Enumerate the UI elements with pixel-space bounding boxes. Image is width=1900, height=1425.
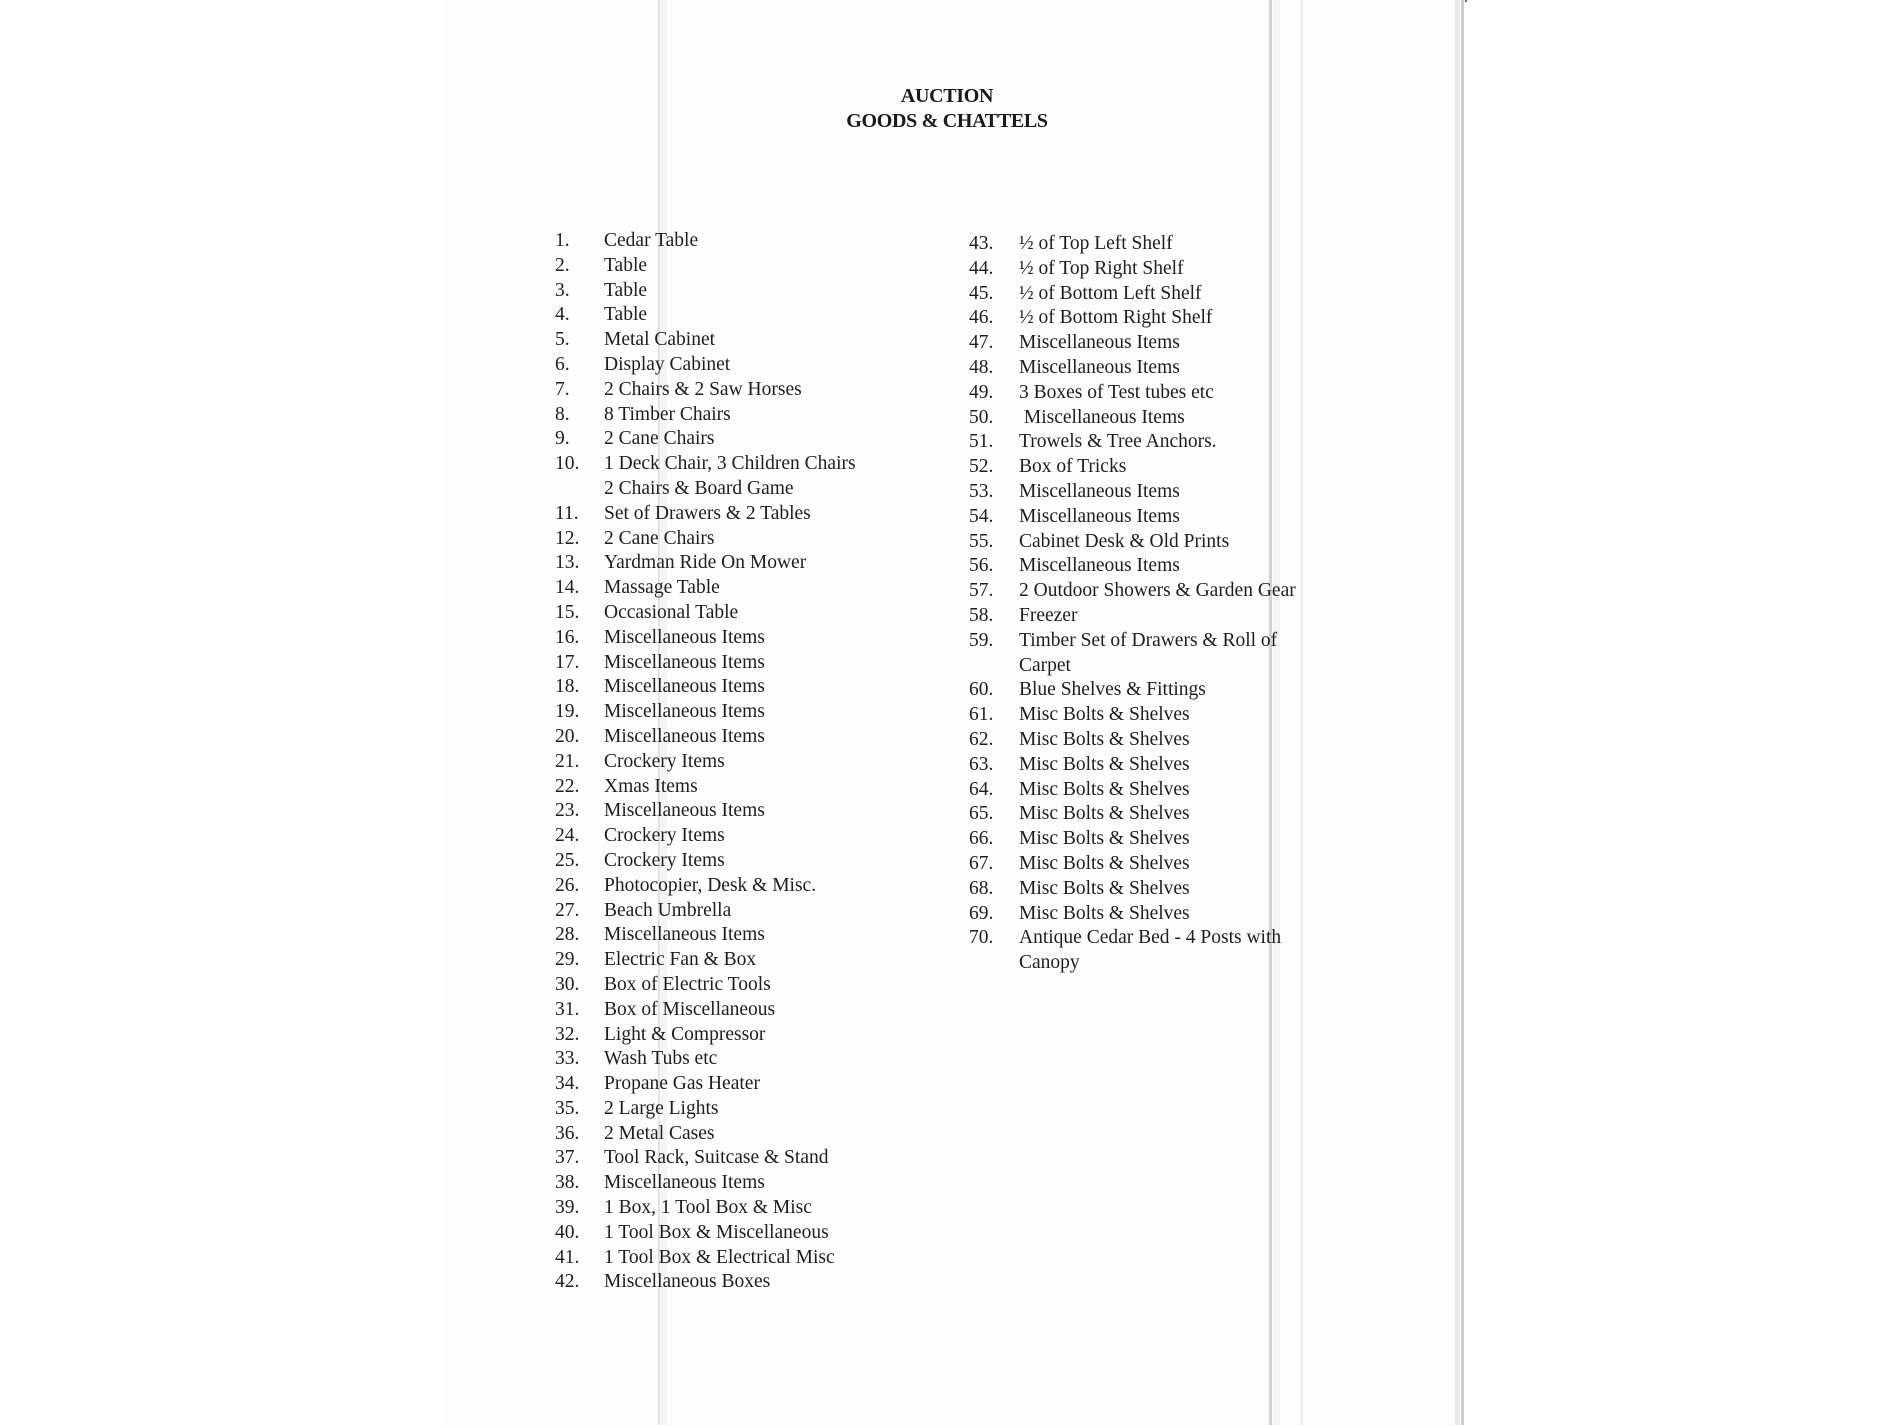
lot-description-line: Misc Bolts & Shelves	[1019, 803, 1190, 825]
lot-description-line: Miscellaneous Items	[604, 676, 765, 698]
lot-number: 22.	[555, 775, 580, 797]
lot-description-line: Misc Bolts & Shelves	[1019, 753, 1190, 775]
lot-number: 67.	[969, 852, 994, 874]
lot-number: 20.	[555, 725, 580, 747]
lot-number: 7.	[555, 378, 570, 400]
lot-item	[969, 827, 1389, 852]
lot-item	[555, 551, 905, 576]
lot-description	[969, 505, 1389, 530]
lot-description	[555, 750, 905, 775]
lot-number: 13.	[555, 552, 580, 574]
lot-description	[555, 601, 905, 626]
lot-item	[555, 328, 905, 353]
lot-description-line: Miscellaneous Items	[604, 626, 765, 648]
lot-description	[555, 1171, 905, 1196]
lot-description	[555, 1246, 905, 1271]
lot-description-line: Box of Electric Tools	[604, 973, 771, 995]
lot-description	[555, 799, 905, 824]
lot-description-line: 2 Chairs & Board Game	[604, 477, 794, 499]
lot-description-line: Miscellaneous Items	[1019, 406, 1185, 428]
lot-number: 69.	[969, 902, 994, 924]
lot-description	[969, 852, 1389, 877]
lot-description-line: Freezer	[1019, 604, 1078, 626]
lot-description-line: Photocopier, Desk & Misc.	[604, 874, 817, 896]
lot-number: 14.	[555, 577, 580, 599]
lot-item	[555, 279, 905, 304]
lot-item	[555, 775, 905, 800]
lot-description-line: ½ of Top Left Shelf	[1019, 233, 1173, 254]
lot-item	[969, 257, 1389, 282]
lot-description-line: Miscellaneous Items	[604, 701, 765, 723]
lot-number: 66.	[969, 828, 994, 850]
lot-description	[555, 626, 905, 651]
lot-number: 42.	[555, 1271, 580, 1293]
lot-description	[555, 725, 905, 750]
lot-description	[969, 827, 1389, 852]
lot-item	[555, 923, 905, 948]
lot-description	[555, 1221, 905, 1246]
scan-streak	[1461, 0, 1464, 1425]
lot-number: 59.	[969, 629, 994, 651]
lot-item	[969, 306, 1389, 331]
lot-description-line: 2 Cane Chairs	[604, 428, 715, 450]
lot-number: 48.	[969, 356, 994, 378]
lot-item	[555, 973, 905, 998]
lot-number: 70.	[969, 927, 994, 949]
lot-description-line: Table	[604, 279, 648, 301]
lot-item	[969, 802, 1389, 827]
lot-item	[555, 1146, 905, 1171]
lot-number: 9.	[555, 428, 570, 450]
lot-description	[555, 1047, 905, 1072]
lot-number: 29.	[555, 949, 580, 971]
lot-item	[969, 455, 1389, 480]
lot-number: 26.	[555, 874, 580, 896]
lot-description-line: Miscellaneous Items	[1019, 480, 1180, 502]
lot-description	[555, 1072, 905, 1097]
lot-description	[969, 902, 1389, 927]
lot-description-line: Misc Bolts & Shelves	[1019, 852, 1190, 874]
lot-list-left-column	[555, 229, 905, 1295]
lot-number: 54.	[969, 505, 994, 527]
lot-number: 8.	[555, 403, 570, 425]
lot-description-line: Light & Compressor	[604, 1023, 766, 1045]
lot-description	[555, 675, 905, 700]
lot-description	[969, 728, 1389, 753]
lot-description-line: 1 Deck Chair, 3 Children Chairs	[604, 453, 856, 475]
lot-number: 61.	[969, 704, 994, 726]
lot-description-line: Crockery Items	[604, 825, 725, 847]
lot-item	[555, 998, 905, 1023]
lot-item	[969, 356, 1389, 381]
lot-description	[555, 923, 905, 948]
lot-description	[969, 257, 1389, 282]
lot-number: 25.	[555, 849, 580, 871]
lot-description-line: Display Cabinet	[604, 353, 731, 375]
lot-description-line: 2 Chairs & 2 Saw Horses	[604, 378, 802, 400]
lot-number: 52.	[969, 456, 994, 478]
lot-description-line: Miscellaneous Items	[604, 1172, 765, 1194]
lot-item	[555, 1122, 905, 1147]
lot-description-line: Box of Miscellaneous	[604, 998, 776, 1020]
lot-description	[969, 802, 1389, 827]
lot-description-line: Misc Bolts & Shelves	[1019, 828, 1190, 850]
lot-item	[555, 1221, 905, 1246]
lot-description	[969, 629, 1389, 679]
lot-number: 40.	[555, 1221, 580, 1243]
lot-description-line: Miscellaneous Items	[1019, 356, 1180, 378]
lot-description-line: Propane Gas Heater	[604, 1073, 760, 1095]
lot-item	[555, 1270, 905, 1295]
lot-description	[555, 378, 905, 403]
lot-item	[969, 530, 1389, 555]
lot-number: 5.	[555, 329, 570, 351]
lot-number: 31.	[555, 998, 580, 1020]
lot-item	[555, 378, 905, 403]
lot-description	[555, 849, 905, 874]
lot-item	[555, 874, 905, 899]
lot-description	[969, 406, 1389, 431]
lot-description	[969, 356, 1389, 381]
lot-description	[969, 753, 1389, 778]
lot-description-line: ½ of Top Right Shelf	[1019, 257, 1184, 279]
lot-description-line: Crockery Items	[604, 849, 725, 871]
heading-auction: AUCTION	[900, 85, 994, 107]
lot-item	[555, 254, 905, 279]
lot-description	[555, 1122, 905, 1147]
lot-description-line: Miscellaneous Boxes	[604, 1271, 771, 1293]
lot-description-line: Cabinet Desk & Old Prints	[1019, 530, 1230, 552]
lot-description	[969, 554, 1389, 579]
lot-item	[555, 824, 905, 849]
lot-description-line: Misc Bolts & Shelves	[1019, 728, 1190, 750]
lot-description-line: Occasional Table	[604, 601, 739, 623]
lot-description-line: ½ of Bottom Left Shelf	[1019, 282, 1202, 304]
lot-number: 27.	[555, 899, 580, 921]
lot-description-line: Tool Rack, Suitcase & Stand	[604, 1147, 829, 1169]
lot-number: 21.	[555, 750, 580, 772]
lot-description	[555, 303, 905, 328]
lot-number: 45.	[969, 282, 994, 304]
lot-item	[555, 700, 905, 725]
lot-item	[969, 926, 1389, 976]
lot-description-line: Blue Shelves & Fittings	[1019, 679, 1206, 701]
lot-description-line: Wash Tubs etc	[604, 1048, 718, 1070]
lot-number: 50.	[969, 406, 994, 428]
lot-number: 1.	[555, 230, 570, 251]
lot-item	[555, 799, 905, 824]
lot-item	[555, 353, 905, 378]
lot-description	[555, 427, 905, 452]
lot-description-line: 2 Metal Cases	[604, 1122, 715, 1144]
lot-description	[969, 232, 1389, 257]
lot-item	[555, 651, 905, 676]
lot-description	[555, 551, 905, 576]
lot-description-line: Box of Tricks	[1019, 456, 1127, 478]
lot-description-line: 1 Box, 1 Tool Box & Misc	[604, 1197, 812, 1219]
lot-item	[555, 948, 905, 973]
lot-description-line: 2 Outdoor Showers & Garden Gear	[1019, 580, 1296, 602]
lot-description-line: Timber Set of Drawers & Roll of	[1019, 629, 1278, 651]
lot-description	[555, 452, 905, 502]
lot-item	[555, 675, 905, 700]
lot-description	[555, 775, 905, 800]
lot-number: 57.	[969, 580, 994, 602]
lot-number: 32.	[555, 1023, 580, 1045]
lot-number: 47.	[969, 332, 994, 354]
lot-description-line: Miscellaneous Items	[604, 725, 765, 747]
lot-number: 3.	[555, 279, 570, 301]
lot-number: 55.	[969, 530, 994, 552]
lot-number: 2.	[555, 254, 570, 276]
lot-item	[969, 728, 1389, 753]
lot-description-line: Miscellaneous Items	[1019, 505, 1180, 527]
lot-number: 28.	[555, 924, 580, 946]
lot-number: 34.	[555, 1073, 580, 1095]
lot-number: 49.	[969, 381, 994, 403]
lot-description	[969, 331, 1389, 356]
lot-item	[969, 480, 1389, 505]
lot-description-line: 2 Cane Chairs	[604, 527, 715, 549]
lot-number: 36.	[555, 1122, 580, 1144]
lot-item	[969, 406, 1389, 431]
lot-number: 60.	[969, 679, 994, 701]
lot-number: 56.	[969, 555, 994, 577]
lot-description	[969, 926, 1389, 976]
lot-item	[969, 282, 1389, 307]
lot-description	[969, 306, 1389, 331]
lot-description	[555, 1270, 905, 1295]
lot-description	[555, 899, 905, 924]
lot-item	[555, 899, 905, 924]
lot-description-line: Miscellaneous Items	[1019, 555, 1180, 577]
lot-number: 35.	[555, 1097, 580, 1119]
lot-description	[555, 527, 905, 552]
lot-item	[969, 778, 1389, 803]
lot-description-line: Crockery Items	[604, 750, 725, 772]
lot-description	[555, 576, 905, 601]
scan-streak	[1455, 0, 1460, 1425]
lot-description-line: Misc Bolts & Shelves	[1019, 704, 1190, 726]
lot-description	[555, 1146, 905, 1171]
lot-item	[969, 232, 1389, 257]
lot-number: 23.	[555, 800, 580, 822]
lot-number: 64.	[969, 778, 994, 800]
lot-item	[555, 1023, 905, 1048]
lot-number: 19.	[555, 701, 580, 723]
lot-description-line: 1 Tool Box & Miscellaneous	[604, 1221, 829, 1243]
lot-number: 43.	[969, 233, 994, 254]
lot-description	[555, 973, 905, 998]
lot-item	[555, 1196, 905, 1221]
lot-item	[969, 877, 1389, 902]
lot-number: 39.	[555, 1197, 580, 1219]
lot-number: 37.	[555, 1147, 580, 1169]
lot-item	[555, 601, 905, 626]
lot-description-line: Miscellaneous Items	[604, 651, 765, 673]
lot-description-line: Canopy	[1019, 952, 1080, 974]
lot-description	[969, 778, 1389, 803]
lot-description	[555, 948, 905, 973]
lot-number: 15.	[555, 601, 580, 623]
lot-item	[969, 579, 1389, 604]
lot-number: 68.	[969, 877, 994, 899]
lot-item	[555, 1072, 905, 1097]
lot-item	[969, 753, 1389, 778]
lot-description	[555, 998, 905, 1023]
lot-description	[555, 651, 905, 676]
lot-description	[969, 678, 1389, 703]
lot-description	[555, 1196, 905, 1221]
lot-description	[555, 279, 905, 304]
lot-description	[555, 874, 905, 899]
lot-number: 53.	[969, 480, 994, 502]
lot-item	[969, 430, 1389, 455]
lot-description-line: Table	[604, 304, 648, 326]
lot-description	[969, 579, 1389, 604]
lot-description-line: Electric Fan & Box	[604, 949, 757, 971]
lot-item	[555, 849, 905, 874]
lot-item	[969, 604, 1389, 629]
lot-description-line: Misc Bolts & Shelves	[1019, 902, 1190, 924]
lot-item	[969, 852, 1389, 877]
lot-description-line: Misc Bolts & Shelves	[1019, 778, 1190, 800]
lot-description-line: 1 Tool Box & Electrical Misc	[604, 1246, 835, 1268]
lot-number: 62.	[969, 728, 994, 750]
lot-description-line: Yardman Ride On Mower	[604, 552, 807, 574]
lot-description-line: 2 Large Lights	[604, 1097, 719, 1119]
lot-description-line: Table	[604, 254, 648, 276]
lot-description	[555, 1023, 905, 1048]
lot-number: 65.	[969, 803, 994, 825]
lot-item	[555, 229, 905, 254]
lot-description	[555, 700, 905, 725]
lot-number: 10.	[555, 453, 580, 475]
lot-description	[555, 824, 905, 849]
lot-description-line: Miscellaneous Items	[604, 924, 765, 946]
lot-number: 51.	[969, 431, 994, 453]
lot-number: 11.	[555, 502, 579, 524]
lot-number: 58.	[969, 604, 994, 626]
lot-number: 17.	[555, 651, 580, 673]
lot-item	[969, 331, 1389, 356]
lot-item	[969, 381, 1389, 406]
lot-item	[969, 554, 1389, 579]
lot-description	[969, 282, 1389, 307]
lot-description-line: Set of Drawers & 2 Tables	[604, 502, 811, 524]
lot-description	[969, 604, 1389, 629]
lot-description-line: Beach Umbrella	[604, 899, 732, 921]
lot-description	[555, 1097, 905, 1122]
lot-description	[555, 254, 905, 279]
lot-description	[555, 403, 905, 428]
lot-item	[555, 1171, 905, 1196]
lot-item	[555, 502, 905, 527]
lot-number: 24.	[555, 825, 580, 847]
lot-description-line: Carpet	[1019, 654, 1071, 676]
lot-item	[555, 1047, 905, 1072]
lot-number: 38.	[555, 1172, 580, 1194]
heading-goods-chattels: GOODS & CHATTELS	[846, 110, 1048, 132]
auction-list-page	[443, 0, 1465, 1425]
lot-number: 16.	[555, 626, 580, 648]
lot-number: 46.	[969, 307, 994, 329]
lot-description-line: 8 Timber Chairs	[604, 403, 731, 425]
lot-item	[555, 427, 905, 452]
lot-description	[969, 430, 1389, 455]
lot-number: 41.	[555, 1246, 580, 1268]
lot-item	[555, 452, 905, 502]
lot-number: 30.	[555, 973, 580, 995]
lot-list-right-column	[969, 232, 1389, 976]
lot-description-line: Misc Bolts & Shelves	[1019, 877, 1190, 899]
lot-item	[555, 626, 905, 651]
lot-item	[555, 1246, 905, 1271]
lot-item	[969, 629, 1389, 679]
lot-description-line: Massage Table	[604, 577, 720, 599]
lot-item	[555, 725, 905, 750]
lot-item	[555, 750, 905, 775]
lot-description-line: Miscellaneous Items	[604, 800, 765, 822]
lot-number: 12.	[555, 527, 580, 549]
lot-item	[969, 703, 1389, 728]
lot-description	[969, 530, 1389, 555]
lot-item	[969, 902, 1389, 927]
lot-item	[555, 576, 905, 601]
lot-item	[969, 505, 1389, 530]
lot-description	[969, 381, 1389, 406]
lot-description	[555, 229, 905, 254]
lot-item	[555, 1097, 905, 1122]
lot-item	[969, 678, 1389, 703]
lot-description-line: Miscellaneous Items	[1019, 332, 1180, 354]
lot-description	[555, 353, 905, 378]
lot-item	[555, 303, 905, 328]
lot-description	[555, 502, 905, 527]
lot-item	[555, 403, 905, 428]
lot-description	[969, 877, 1389, 902]
lot-description-line: Antique Cedar Bed - 4 Posts with	[1019, 927, 1282, 949]
lot-number: 18.	[555, 676, 580, 698]
lot-number: 63.	[969, 753, 994, 775]
lot-description	[969, 703, 1389, 728]
lot-description-line: 3 Boxes of Test tubes etc	[1019, 381, 1214, 403]
lot-description	[969, 455, 1389, 480]
lot-number: 6.	[555, 353, 570, 375]
lot-number: 33.	[555, 1048, 580, 1070]
lot-number: 4.	[555, 304, 570, 326]
lot-description-line: Xmas Items	[604, 775, 698, 797]
lot-description-line: ½ of Bottom Right Shelf	[1019, 307, 1213, 329]
lot-description	[555, 328, 905, 353]
lot-item	[555, 527, 905, 552]
lot-number: 44.	[969, 257, 994, 279]
lot-description-line: Cedar Table	[604, 230, 699, 251]
lot-description-line: Metal Cabinet	[604, 329, 716, 351]
lot-description	[969, 480, 1389, 505]
lot-description-line: Trowels & Tree Anchors.	[1019, 431, 1217, 453]
